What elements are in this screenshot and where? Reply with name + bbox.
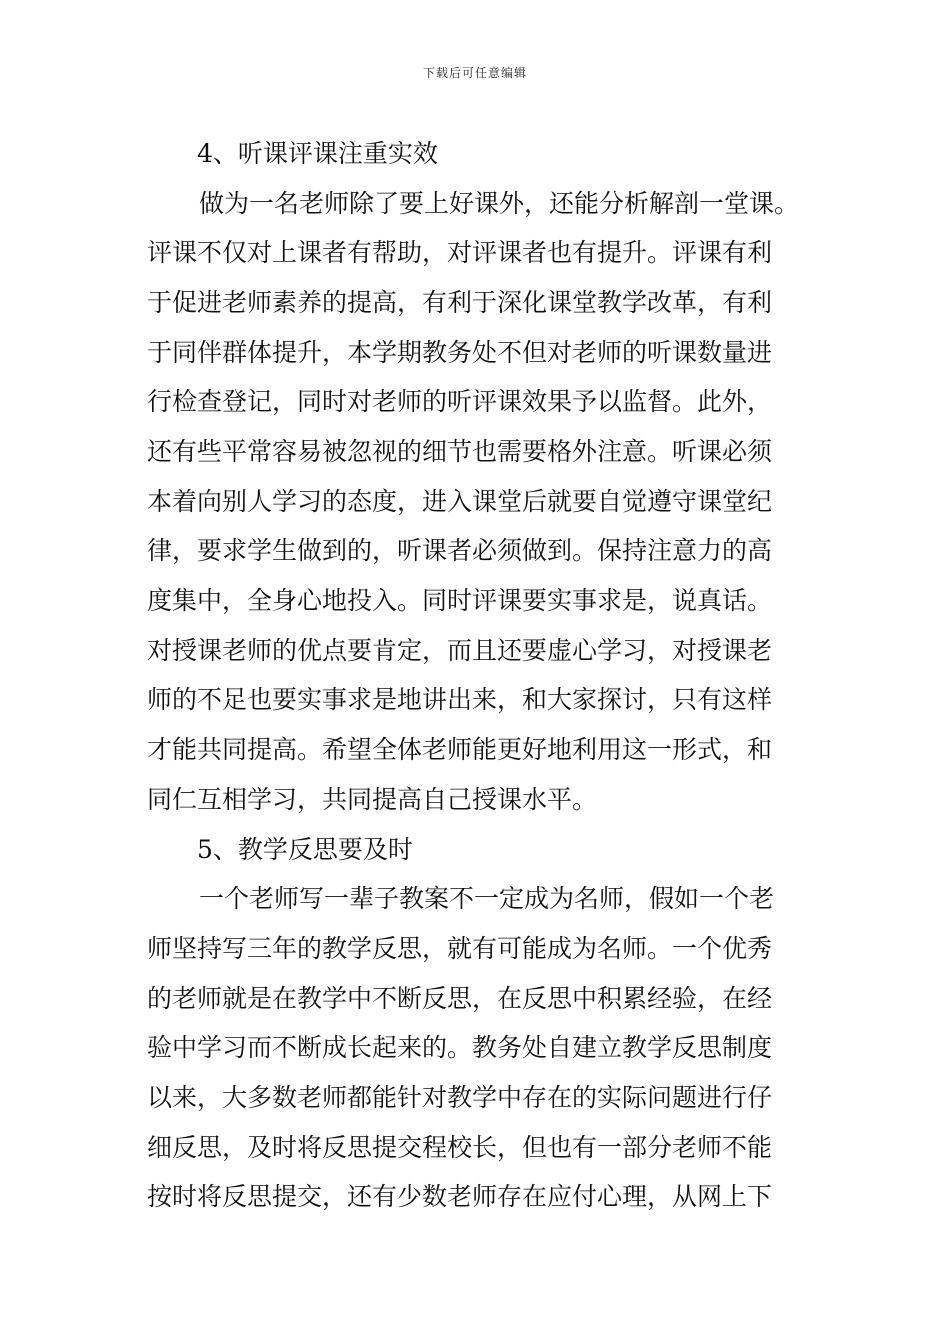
paragraph-line: 验中学习而不断成长起来的。教务处自建立教学反思制度	[147, 1033, 773, 1062]
paragraph-line: 度集中，全身心地投入。同时评课要实事求是，说真话。	[147, 586, 773, 615]
paragraph-line: 按时将反思提交，还有少数老师存在应付心理，从网上下	[147, 1182, 773, 1211]
paragraph-line: 以来，大多数老师都能针对教学中存在的实际问题进行仔	[147, 1083, 773, 1112]
paragraph-line: 师的不足也要实事求是地讲出来，和大家探讨，只有这样	[147, 685, 773, 714]
paragraph-line: 师坚持写三年的教学反思，就有可能成为名师。一个优秀	[147, 934, 773, 963]
paragraph-line: 对授课老师的优点要肯定，而且还要虚心学习，对授课老	[147, 636, 773, 665]
paragraph-line: 一个老师写一辈子教案不一定成为名师，假如一个老	[199, 884, 775, 913]
paragraph-line: 还有些平常容易被忽视的细节也需要格外注意。听课必须	[147, 437, 773, 466]
paragraph-line: 评课不仅对上课者有帮助，对评课者也有提升。评课有利	[147, 238, 773, 267]
paragraph-line: 本着向别人学习的态度，进入课堂后就要自觉遵守课堂纪	[147, 487, 773, 516]
paragraph-line: 于同伴群体提升，本学期教务处不但对老师的听课数量进	[147, 338, 773, 367]
paragraph-line: 同仁互相学习，共同提高自己授课水平。	[147, 785, 598, 814]
paragraph-line: 细反思，及时将反思提交程校长，但也有一部分老师不能	[147, 1133, 773, 1162]
paragraph-line: 的老师就是在教学中不断反思，在反思中积累经验，在经	[147, 984, 773, 1013]
paragraph-line: 行检查登记，同时对老师的听评课效果予以监督。此外，	[147, 387, 773, 416]
section-heading-4: 4、听课评课注重实效	[197, 139, 438, 168]
paragraph-line: 律，要求学生做到的，听课者必须做到。保持注意力的高	[147, 536, 773, 565]
page-header: 下载后可任意编辑	[422, 66, 527, 80]
paragraph-line: 做为一名老师除了要上好课外，还能分析解剖一堂课。	[199, 189, 800, 218]
section-heading-5: 5、教学反思要及时	[197, 835, 413, 864]
paragraph-line: 于促进老师素养的提高，有利于深化课堂教学改革，有利	[147, 288, 773, 317]
paragraph-line: 才能共同提高。希望全体老师能更好地利用这一形式，和	[147, 735, 773, 764]
